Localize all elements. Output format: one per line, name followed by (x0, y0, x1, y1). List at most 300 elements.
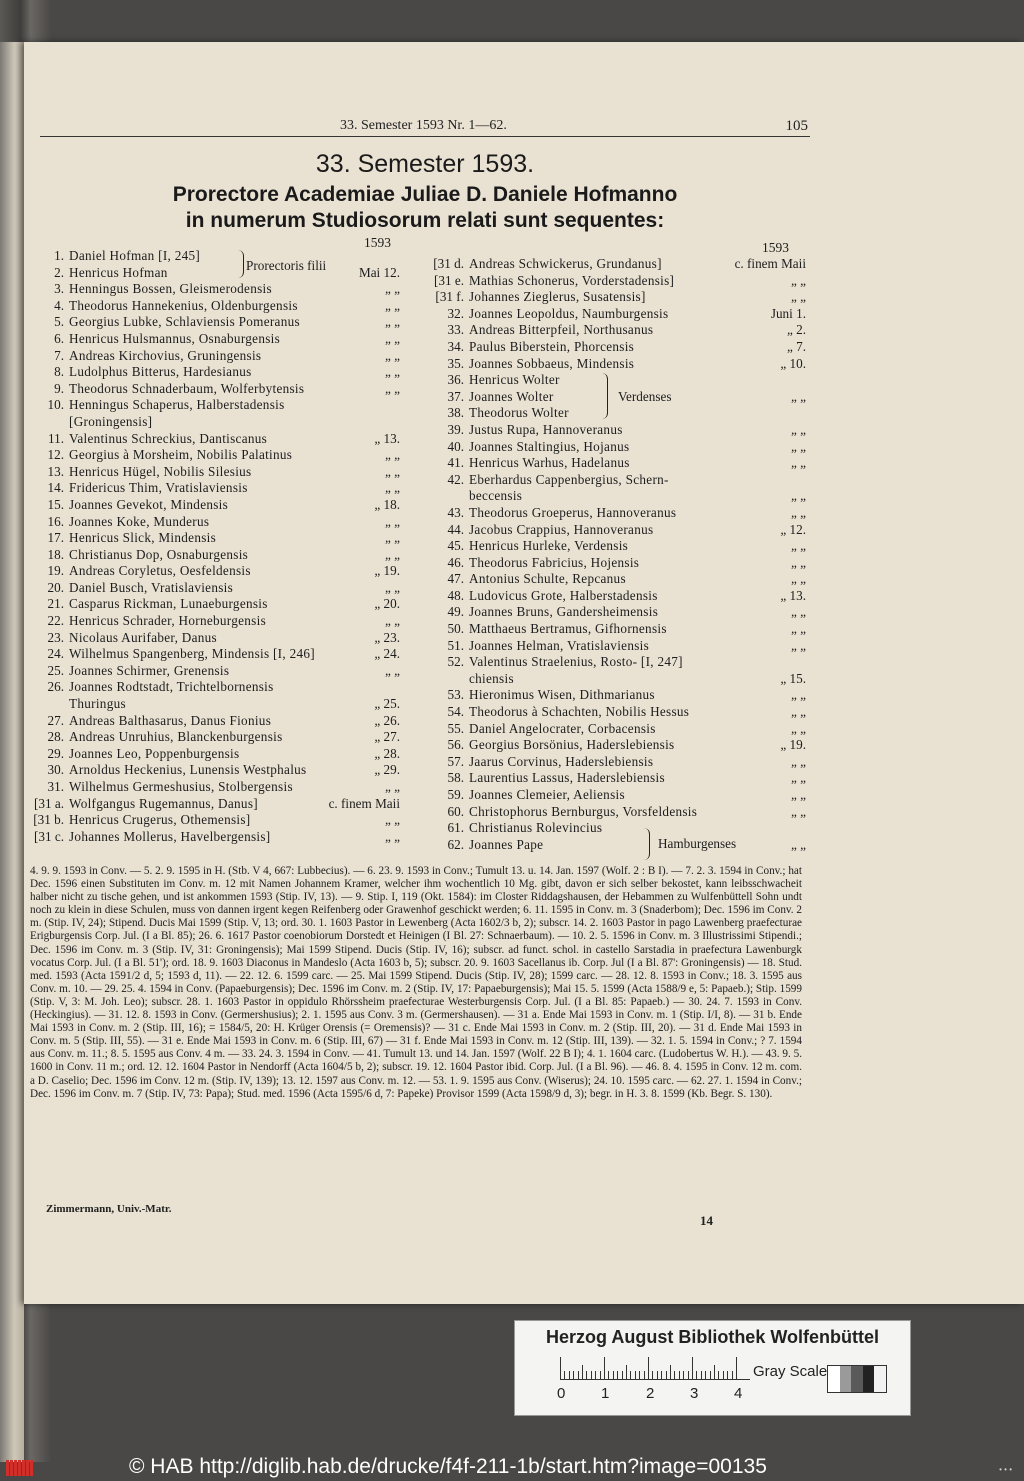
entry-number: 6. (54, 330, 64, 346)
running-head: 33. Semester 1593 Nr. 1—62. (340, 118, 507, 133)
entry-name: Joannes Sobbaeus, Mindensis (469, 355, 635, 371)
entry-row (32, 630, 402, 647)
entry-date: „ 23. (374, 629, 400, 645)
entry-number: 5. (54, 314, 64, 330)
gray-swatch (828, 1366, 840, 1392)
entry-number: 19. (47, 563, 64, 579)
entry-name: Andreas Coryletus, Oesfeldensis (69, 563, 251, 579)
entry-name: Joannes Clemeier, Aeliensis (469, 787, 625, 802)
entry-name: Theodorus Fabricius, Hojensis (469, 554, 640, 570)
entry-name: Mathias Schonerus, Vorderstadensis] (469, 272, 675, 288)
entry-row (430, 770, 808, 787)
entry-number: 51. (447, 637, 464, 653)
entry-date: „ 7. (786, 338, 806, 354)
entry-number: 57. (447, 753, 464, 769)
ruler-tick (626, 1365, 627, 1379)
entry-number: 46. (447, 554, 464, 570)
entry-row (430, 737, 808, 754)
entry-date: „ „ (790, 604, 806, 620)
signature: Zimmermann, Univ.-Matr. (46, 1203, 172, 1215)
ruler-tick (710, 1371, 711, 1379)
entry-name: Christophorus Bernburgus, Vorsfeldensis (469, 803, 698, 819)
entry-number: 21. (47, 596, 64, 612)
year-left: 1593 (364, 235, 391, 250)
ruler-tick (683, 1371, 684, 1379)
entry-name: Joannes Rodtstadt, Trichtelbornensis (69, 679, 274, 695)
entry-name: Christianus Rolevincius (469, 820, 603, 836)
ruler-tick (661, 1371, 662, 1379)
ruler-tick (582, 1365, 583, 1379)
entry-number: [31 c. (33, 828, 64, 844)
entry-row (430, 273, 808, 290)
brace-verdenses (602, 373, 608, 419)
entry-date: „ „ (790, 621, 806, 637)
entry-row (430, 687, 808, 704)
entry-number: 15. (47, 496, 64, 512)
entry-name: Christianus Dop, Osnaburgensis (69, 546, 249, 562)
entry-name: Henricus Wolter (469, 372, 560, 388)
entry-date: „ 15. (780, 670, 806, 686)
entry-row (32, 696, 402, 713)
ruler-tick (600, 1371, 601, 1379)
entry-date: „ „ (384, 463, 400, 479)
ruler-tick (586, 1371, 587, 1379)
entry-number: 33. (447, 322, 464, 338)
entry-name: Theodorus Wolter (469, 405, 569, 421)
scale-ruler (560, 1355, 750, 1380)
entry-number: 3. (54, 281, 64, 297)
ruler-tick (613, 1371, 614, 1379)
ruler-tick (696, 1371, 697, 1379)
entry-date: „ „ (790, 803, 806, 819)
entry-row (32, 596, 402, 613)
entry-number: 53. (447, 687, 464, 703)
ruler-tick (591, 1371, 592, 1379)
entry-number: 59. (447, 787, 464, 802)
entry-date: „ 2. (786, 322, 806, 338)
entry-number: [31 e. (433, 272, 464, 288)
entry-name: Theodorus Groeperus, Hannoveranus (469, 504, 677, 520)
library-colorcard (514, 1320, 911, 1416)
entry-date: „ 26. (374, 712, 400, 728)
entry-date: „ „ (790, 787, 806, 802)
ruler-tick (736, 1357, 737, 1379)
entry-number: 7. (54, 347, 64, 363)
ruler-tick (608, 1371, 609, 1379)
entry-number: 18. (47, 546, 64, 562)
entry-date: „ „ (384, 546, 400, 562)
entry-row (32, 397, 402, 414)
entry-number: 36. (447, 372, 464, 388)
entry-date: „ „ (384, 380, 400, 396)
entry-number: 61. (447, 820, 464, 836)
right-column (430, 256, 808, 853)
entry-name: chiensis (469, 670, 514, 686)
entry-number: 17. (47, 530, 64, 546)
entry-number: 54. (447, 704, 464, 720)
entry-name: Henricus Slick, Mindensis (69, 530, 217, 546)
entry-date: Mai 12. (358, 264, 400, 280)
ruler-tick (569, 1371, 570, 1379)
brace-filii (238, 250, 244, 278)
entry-name: Wilhelmus Spangenberg, Mindensis [I, 246] (69, 646, 315, 662)
entry-number: 49. (447, 604, 464, 620)
entry-row (430, 372, 808, 389)
entry-number: 11. (48, 430, 64, 446)
ruler-tick (688, 1371, 689, 1379)
ruler-tick (723, 1371, 724, 1379)
entry-date: „ „ (790, 289, 806, 305)
ruler-tick (657, 1371, 658, 1379)
entry-name: Andreas Balthasarus, Danus Fionius (69, 712, 272, 728)
subtitle-line-2: in numerum Studiosorum relati sunt sequentes: (185, 209, 665, 232)
ruler-tick (670, 1365, 671, 1379)
entry-name: Henricus Hofman (69, 264, 168, 280)
entry-date: „ „ (790, 836, 806, 852)
gray-swatches (827, 1365, 887, 1393)
entry-date: „ „ (384, 579, 400, 595)
entry-number: [31 b. (33, 812, 64, 828)
entry-row (430, 356, 808, 373)
entry-row (430, 721, 808, 738)
entry-name: Henricus Warhus, Hadelanus (469, 455, 630, 471)
entry-number: 42. (447, 471, 464, 487)
footnotes-text: 4. 9. 9. 1593 in Conv. — 5. 2. 9. 1595 in H. (Stb. V 4, 667: Lubbecius). — 6. 23. 9. 1593 in Conv.; Tumult 13. u. 14. Jan. 1597 (Wolf. 2 : B I). — 7. 2. 3. 1594 in Conv.; hat Dec. 1596 einen Substituten im Conv. m. 12 mit Namen Johannem Kramer, welcher ihm wochentlich 10 Mg. gibt, davon er sich selber bekostet, kann leibsschwacheit halber nicht zu tische gehen, und ist ankommen 1593 (Stip. IV, 13). — 9. Stip. I, 119 (Okt. 1584): im Closter Riddagshausen, der Hebammen zu Wulfenbüttell Sohn undt noch zu klein in diese Schulen, muss von dannen irgent kegen Reifenberg oder Grawenhof geschickt werden; 6. 11. 1595 in Conv. m. 3 (Snaderbom); Dec. 1596 im Conv. 2 m. (Stip. IV, 24); Stipend. Ducis Mai 1599 (Stip. V, 13; ord. 30. 1. 1603 Pastor in Lewenberg (Acta 1602/3 b, 2); subscr. 14. 2. 1603 Pastor in pago Lawenberg praefecturae Erigburgensis Corp. Jul. (I a Bl. 85); 26. 6. 1617 Pastor coenobiorum Dorstedt et Heinigen (I Bl. 27: Schnaerbaum). — 10. 2. 5. 1596 in Conv. m. 3 Illustrissimi Stipendi.; Dec. 1596 im Conv. m. 3 (Stip. IV, 31: Groningensis); Mai 1599 Stipend. Ducis (Stip. IV, 16); subscr. ad funct. schol. in castello Sarstadia in praefectura Lawenburgk vocatus Corp. Jul. (I a Bl. 51'); ord. 18. 9. 1603 Diaconus in Mandeslo (Acta 1603 b, 5); subscr. 20. 9. 1603 Sacellanus ib. Corp. Jul (I a Bl. 87': Groningensis) — 18. Stud. med. 1593 (Acta 1591/2 d, 5; 1593 d, 11). — 22. 12. 6. 1599 carc. — 25. Mai 1599 Stipend. Ducis (Stip. IV, 28); 1599 carc. — 28. 12. 8. 1593 in Conv.; 18. 3. 1595 aus Conv. m. 10. — 29. 25. 4. 1594 in Conv. (Papaeburgensis); Dec. 1596 im Conv. m. 2 (Stip. IV, 17: Papaeburgensis); Mai 15. 5. 1599 (Acta 1588/9 e, 5: Papaeb.); Stip. 1599 (Stip. V, 3: M. Joh. Leo); subscr. 28. 1. 1603 Pastor in oppidulo Rhörssheim praefecturae Westerburgensis Corp. Jul. (I a Bl. 85: Papaeb.) — 30. 24. 7. 1593 in Conv. (Heckingius). — 31. 12. 8. 1593 in Conv. (Germershusius); 2. 1. 1595 aus Conv. 3 m. (Germershausen). — 31 a. Ende Mai 1593 in Conv. m. 1 (Stip. I/I, 8). — 31 b. Ende Mai 1593 in Conv. m. 2 (Stip. III, 16); = 1584/5, 20: H. Krüger Orensis (= Oremensis)? — 31 c. Ende Mai 1593 in Conv. m. 2 (Stip. III, 20). — 31 d. Ende Mai 1593 in Conv. m. 5 (Stip. III, 55). — 31 e. Ende Mai 1593 in Conv. m. 6 (Stip. III, 67) — 31 f. Ende Mai 1593 in Conv. m. 12 (Stip. III, 139). — 32. 1. 5. 1594 in Conv.; ? 7. 1594 aus Conv. m. 11.; 8. 5. 1595 aus Conv. 4 m. — 33. 24. 3. 1594 in Conv. — 41. Tumult 13. und 14. Jan. 1597 (Wolf. 22 B I); 4. 1. 1604 carc. (Ludobertus W. H.). — 43. 9. 5. 1600 in Conv. 11 m.; ord. 12. 12. 1604 Pastor in Nendorff (Acta 1604/5 b, 2); subscr. 19. 12. 1604 Pastor ibid. Corp. Jul. (I a Bl. 96). — 46. 8. 4. 1595 in Conv. 12 m. com. a D. Caselio; Dec. 1596 im Conv. 12 m. (Stip. IV, 139); 13. 12. 1597 aus Conv. m. 12. — 53. 1. 9. 1595 aus Conv. (Wiserus); 24. 10. 1595 carc. — 62. 27. 1. 1594 in Conv.; Dec. 1596 im Conv. m. 7 (Stip. IV, 73: Papa); Stud. med. 1596 (Acta 1595/6 d, 7: Papeke) Provisor 1599 (Acta 1598/9 d, 3); begr. in H. 3. 8. 1599 (Kb. Begr. S. 130). (30, 865, 802, 1100)
entry-date: „ „ (384, 828, 400, 844)
entry-date: „ 18. (374, 496, 400, 512)
entry-name: Henningus Schaperus, Halberstadensis (69, 397, 285, 413)
entry-row (430, 820, 808, 837)
ruler-tick (666, 1371, 667, 1379)
entry-number: 34. (447, 338, 464, 354)
sheet-number: 14 (700, 1213, 713, 1228)
entry-date: „ 19. (374, 563, 400, 579)
entry-number: 55. (447, 720, 464, 736)
entry-row (430, 405, 808, 422)
entry-number: 41. (447, 455, 464, 471)
entry-row (32, 779, 402, 796)
ruler-tick (639, 1371, 640, 1379)
entry-row (430, 472, 808, 489)
entry-name: Casparus Rickman, Lunaeburgensis (69, 596, 268, 612)
entry-date: „ „ (790, 554, 806, 570)
entry-name: Henricus Hulsmannus, Osnaburgensis (69, 330, 281, 346)
entry-row (32, 796, 402, 813)
ruler-tick (573, 1371, 574, 1379)
entry-name: Henricus Hurleke, Verdensis (469, 538, 629, 554)
entry-number: 31. (47, 779, 64, 794)
ruler-tick (674, 1371, 675, 1379)
entry-date: „ „ (384, 447, 400, 463)
ruler-number-3: 3 (690, 1385, 699, 1402)
entry-row (32, 514, 402, 531)
entry-row (430, 787, 808, 804)
entry-number: 12. (47, 447, 64, 463)
entry-date: „ „ (790, 488, 806, 504)
entry-number: 9. (54, 380, 64, 396)
entry-row (430, 555, 808, 572)
entry-number: 38. (447, 405, 464, 421)
entry-name: [Groningensis] (69, 413, 153, 429)
entry-date: „ „ (790, 770, 806, 786)
entry-row (430, 754, 808, 771)
ruler-tick (578, 1371, 579, 1379)
entry-row (430, 422, 808, 439)
entry-name: Joannes Helman, Vratislaviensis (469, 637, 650, 653)
entry-number: 25. (47, 662, 64, 678)
entry-row (32, 364, 402, 381)
entry-row (32, 298, 402, 315)
entry-row (32, 414, 402, 431)
entry-name: Valentinus Straelenius, Rosto- [I, 247] (469, 654, 683, 670)
entry-name: Jaarus Corvinus, Haderslebiensis (469, 753, 654, 769)
entry-name: Theodorus Hannekenius, Oldenburgensis (69, 297, 298, 313)
entry-number: 13. (47, 463, 64, 479)
ruler-tick (644, 1371, 645, 1379)
entry-date: „ 10. (780, 355, 806, 371)
entry-name: Johannes Mollerus, Havelbergensis] (69, 828, 271, 844)
ruler-number-1: 1 (601, 1385, 610, 1402)
ruler-number-2: 2 (646, 1385, 655, 1402)
entry-row (430, 654, 808, 671)
entry-name: Matthaeus Bertramus, Gifhornensis (469, 621, 667, 637)
entry-name: Antonius Schulte, Repcanus (469, 571, 626, 587)
entry-date: „ „ (790, 571, 806, 587)
entry-row (32, 348, 402, 365)
entry-date: „ „ (790, 421, 806, 437)
hamburgenses-label: Hamburgenses (658, 836, 737, 851)
ruler-tick (604, 1357, 605, 1379)
ruler-tick (622, 1371, 623, 1379)
entry-row (430, 439, 808, 456)
entry-name: Ludolphus Bitterus, Hardesianus (69, 364, 252, 380)
entry-name: Andreas Unruhius, Blanckenburgensis (69, 729, 283, 745)
ruler-tick (560, 1357, 561, 1379)
entry-name: Joannes Gevekot, Mindensis (69, 496, 229, 512)
entry-row (430, 522, 808, 539)
entry-row (430, 488, 808, 505)
ruler-tick (564, 1371, 565, 1379)
footer-source-link[interactable]: © HAB http://diglib.hab.de/drucke/f4f-211-1b/start.htm?image=00135 (129, 1455, 767, 1478)
entry-name: Joannes Staltingius, Hojanus (469, 438, 630, 454)
entry-date: „ „ (790, 753, 806, 769)
entry-date: „ „ (790, 687, 806, 703)
entry-number: 60. (447, 803, 464, 819)
entry-name: Joannes Bruns, Gandersheimensis (469, 604, 659, 620)
entry-row (430, 638, 808, 655)
library-name: Herzog August Bibliothek Wolfenbüttel (546, 1327, 879, 1347)
entry-date: „ 13. (780, 587, 806, 603)
entry-number: 16. (47, 513, 64, 529)
entry-name: Justus Rupa, Hannoveranus (469, 421, 623, 437)
footnotes (30, 865, 802, 1101)
ruler-tick (718, 1371, 719, 1379)
ruler-tick (679, 1371, 680, 1379)
entry-row (430, 538, 808, 555)
entry-number: 43. (447, 504, 464, 520)
entry-row (32, 265, 402, 282)
entry-date: „ „ (384, 662, 400, 678)
entry-row (32, 547, 402, 564)
entry-date: „ „ (384, 480, 400, 496)
footer-dots-icon: • • • (999, 1465, 1012, 1474)
entry-name: Joannes Leopoldus, Naumburgensis (469, 305, 669, 321)
entry-number: 27. (47, 712, 64, 728)
header-rule (40, 136, 810, 137)
entry-name: Daniel Hofman [I, 245] (69, 248, 201, 263)
entry-row (430, 671, 808, 688)
entry-row (430, 588, 808, 605)
entry-name: Andreas Kirchovius, Gruningensis (69, 347, 262, 363)
entry-number: [31 a. (33, 795, 64, 811)
entry-date: „ „ (790, 704, 806, 720)
entry-row (32, 314, 402, 331)
entry-row (32, 812, 402, 829)
ruler-number-0: 0 (557, 1385, 566, 1402)
entry-date: „ „ (790, 438, 806, 454)
entry-row (32, 431, 402, 448)
entry-date: „ 19. (780, 737, 806, 753)
entry-name: Jacobus Crappius, Hannoveranus (469, 521, 654, 537)
entry-number: 20. (47, 579, 64, 595)
entry-row (32, 580, 402, 597)
entry-date: „ 25. (374, 696, 400, 712)
ruler-tick (692, 1357, 693, 1379)
entry-name: Henricus Crugerus, Othemensis] (69, 812, 251, 828)
entry-number: 28. (47, 729, 64, 745)
entry-row (32, 613, 402, 630)
entry-row (32, 248, 402, 265)
entry-row (32, 331, 402, 348)
entry-date: „ „ (384, 513, 400, 529)
ruler-tick (732, 1371, 733, 1379)
entry-row (32, 829, 402, 846)
entry-row (32, 746, 402, 763)
entry-date: „ „ (384, 297, 400, 313)
entry-name: Daniel Angelocrater, Corbacensis (469, 720, 656, 736)
entry-date: „ „ (790, 538, 806, 554)
verdenses-label: Verdenses (618, 389, 672, 404)
gray-swatch (874, 1366, 886, 1392)
entry-number: 8. (54, 364, 64, 380)
entry-date: „ „ (790, 504, 806, 520)
entry-number: 50. (447, 621, 464, 637)
subtitle-line-1: Prorectore Academiae Juliae D. Daniele Hofmanno (172, 183, 678, 206)
entry-row (32, 762, 402, 779)
entry-row (430, 306, 808, 323)
entry-date: „ „ (384, 314, 400, 330)
entry-name: Laurentius Lassus, Haderslebiensis (469, 770, 665, 786)
entry-row (32, 679, 402, 696)
gray-scale-label: Gray Scale (753, 1363, 828, 1380)
ruler-tick (648, 1357, 649, 1379)
entry-date: „ „ (384, 347, 400, 363)
entry-row (32, 464, 402, 481)
entry-date: „ 12. (780, 521, 806, 537)
entry-number: 40. (447, 438, 464, 454)
entry-name: Andreas Schwickerus, Grundanus] (469, 256, 662, 271)
ruler-tick (727, 1371, 728, 1379)
entry-name: Andreas Bitterpfeil, Northusanus (469, 322, 654, 338)
prorectoris-filii-label: Prorectoris filii (246, 258, 327, 273)
gray-swatch (863, 1366, 875, 1392)
entry-number: 1. (54, 248, 64, 263)
entry-number: 14. (47, 480, 64, 496)
entry-name: Theodorus à Schachten, Nobilis Hessus (469, 704, 690, 720)
entry-row (430, 571, 808, 588)
entry-number: 4. (54, 297, 64, 313)
entry-name: Henningus Bossen, Gleismerodensis (69, 281, 272, 297)
gray-swatch (851, 1366, 863, 1392)
entry-date: c. finem Maii (328, 795, 400, 811)
entry-row (430, 256, 808, 273)
entry-date: „ 13. (374, 430, 400, 446)
entry-row (32, 281, 402, 298)
entry-date: „ 28. (374, 745, 400, 761)
entry-number: [31 d. (433, 256, 464, 271)
hab-logo-icon (6, 1460, 40, 1476)
entry-number: 29. (47, 745, 64, 761)
entry-row (32, 381, 402, 398)
entry-number: 58. (447, 770, 464, 786)
page-number: 105 (785, 118, 808, 134)
entry-date: „ „ (384, 812, 400, 828)
ruler-tick (705, 1371, 706, 1379)
entry-date: „ „ (790, 272, 806, 288)
entry-row (430, 339, 808, 356)
ruler-tick (635, 1371, 636, 1379)
entry-date: „ 27. (374, 729, 400, 745)
entry-row (32, 480, 402, 497)
entry-date: „ „ (790, 455, 806, 471)
entry-date: „ „ (384, 530, 400, 546)
brace-hamburgenses (644, 828, 650, 860)
entry-name: Henricus Hügel, Nobilis Silesius (69, 463, 252, 479)
entry-name: beccensis (469, 488, 523, 504)
ruler-tick (617, 1371, 618, 1379)
entry-name: Georgius à Morsheim, Nobilis Palatinus (69, 447, 293, 463)
entry-number: 47. (447, 571, 464, 587)
entry-number: 45. (447, 538, 464, 554)
entry-name: Eberhardus Cappenbergius, Schern- (469, 471, 669, 487)
entry-number: 52. (447, 654, 464, 670)
entry-name: Wolfgangus Rugemannus, Danus] (69, 795, 258, 811)
ruler-tick (630, 1371, 631, 1379)
entry-number: 56. (447, 737, 464, 753)
entry-date: „ 24. (374, 646, 400, 662)
entry-number: 23. (47, 629, 64, 645)
entry-row (430, 604, 808, 621)
entry-name: Ludovicus Grote, Halberstadensis (469, 587, 658, 603)
entry-number: 62. (447, 836, 464, 852)
entry-name: Nicolaus Aurifaber, Danus (69, 629, 217, 645)
ruler-tick (652, 1371, 653, 1379)
entry-row (430, 621, 808, 638)
entry-name: Joannes Koke, Munderus (69, 513, 210, 529)
entry-number: 32. (447, 305, 464, 321)
entry-row (430, 505, 808, 522)
entry-row (32, 646, 402, 663)
entry-date: „ „ (790, 388, 806, 404)
entry-name: Arnoldus Heckenius, Lunensis Westphalus (69, 762, 307, 778)
page-title: 33. Semester 1593. (315, 150, 535, 178)
entry-name: Wilhelmus Germeshusius, Stolbergensis (69, 779, 293, 794)
entry-row (32, 713, 402, 730)
ruler-number-4: 4 (734, 1385, 743, 1402)
entry-number: 44. (447, 521, 464, 537)
entry-row (430, 804, 808, 821)
entry-row (32, 663, 402, 680)
